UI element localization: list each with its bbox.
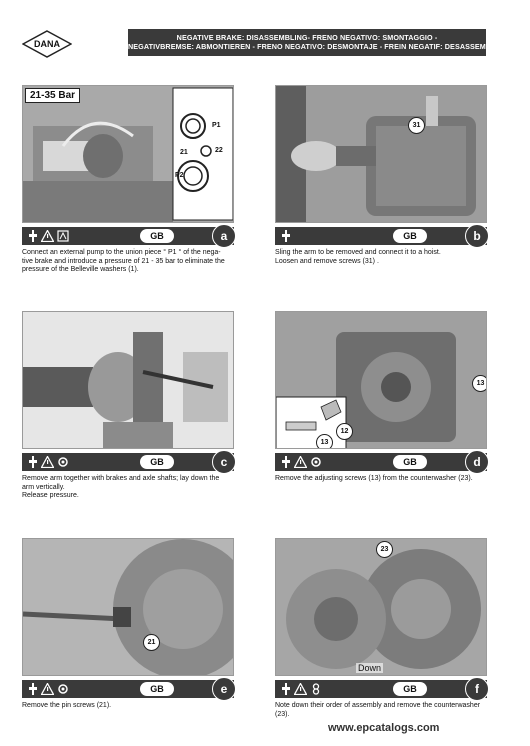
- wrench-icon: [26, 229, 39, 243]
- callout-31: 31: [408, 117, 425, 134]
- inset-label-21: 21: [180, 149, 188, 156]
- caption-f-line: (23).: [275, 710, 290, 718]
- warning-icon: [41, 229, 54, 243]
- icon-bar-a: [22, 227, 234, 245]
- caption-c-line: Release pressure.: [22, 492, 79, 500]
- pressure-label: 21-35 Bar: [25, 88, 80, 103]
- callout-13-inset: 13: [316, 434, 333, 449]
- language-badge-gb: GB: [140, 455, 174, 469]
- step-letter-f: f: [465, 677, 489, 701]
- gear-icon: [56, 682, 69, 696]
- callout-13: 13: [472, 375, 487, 392]
- caption-c-line: Remove arm together with brakes and axle shafts; lay down the: [22, 475, 220, 482]
- callout-12: 12: [336, 423, 353, 440]
- warning-icon: [41, 682, 54, 696]
- photo-c: [22, 311, 234, 449]
- pressure-icon: [56, 229, 69, 243]
- caption-f-line: Note down their order of assembly and remove the counterwasher: [275, 702, 481, 709]
- warning-icon: [294, 682, 307, 696]
- language-badge-gb: GB: [393, 455, 427, 469]
- wrench-icon: [26, 455, 39, 469]
- logo-text: DANA: [34, 39, 60, 49]
- icon-bar-e: [22, 680, 234, 698]
- wrench-icon: [279, 229, 292, 243]
- wrench-icon: [279, 682, 292, 696]
- caption-f: [275, 702, 497, 719]
- icon-bar-d: [275, 453, 487, 471]
- caption-b: [275, 249, 497, 266]
- warning-icon: [294, 455, 307, 469]
- gear-icon: [309, 455, 322, 469]
- caption-a-line: Connect an external pump to the union piece ° P1 ° of the nega-: [22, 249, 221, 256]
- watermark: www.epcatalogs.com: [328, 722, 440, 734]
- caption-e-line: Remove the pin screws (21).: [22, 702, 112, 709]
- caption-a: [22, 249, 244, 275]
- language-badge-gb: GB: [393, 229, 427, 243]
- icon-bar-b: [275, 227, 487, 245]
- caption-d-line: Remove the adjusting screws (13) from the counterwasher (23).: [275, 475, 473, 482]
- step-letter-a: a: [212, 224, 236, 248]
- photo-f: [275, 538, 487, 676]
- photo-d: [275, 311, 487, 449]
- caption-b-line: Loosen and remove screws (31) .: [275, 257, 379, 265]
- wrench-icon: [279, 455, 292, 469]
- down-label: Down: [358, 663, 382, 673]
- caption-e: [22, 702, 244, 711]
- header-line-1: NEGATIVE BRAKE: DISASSEMBLING- FRENO NEGATIVO: SMONTAGGIO -: [176, 33, 438, 42]
- step-letter-d: d: [465, 450, 489, 474]
- warning-icon: [41, 455, 54, 469]
- header-line-2: NEGATIVBREMSE: ABMONTIEREN - FRENO NEGATIVO: DESMONTAJE - FREIN NEGATIF: DESASSEMBLAGE: [128, 42, 512, 51]
- icon-bar-c: [22, 453, 234, 471]
- page-header: [128, 29, 512, 56]
- step-letter-b: b: [465, 224, 489, 248]
- inset-label-22: 22: [215, 147, 223, 154]
- callout-23: 23: [376, 541, 393, 558]
- link-icon: [309, 682, 322, 696]
- photo-b: [275, 85, 487, 223]
- inset-label-p2: P2: [175, 172, 184, 179]
- caption-c-line: arm vertically.: [22, 483, 65, 491]
- gear-icon: [56, 455, 69, 469]
- caption-a-line: tive brake and introduce a pressure of 21 - 35 bar to eliminate the: [22, 257, 225, 265]
- caption-c: [22, 475, 244, 501]
- caption-b-line: Sling the arm to be removed and connect it to a hoist.: [275, 249, 441, 256]
- caption-a-line: pressure of the Belleville washers (1).: [22, 266, 139, 274]
- wrench-icon: [26, 682, 39, 696]
- inset-label-p1: P1: [212, 122, 221, 129]
- step-letter-c: c: [212, 450, 236, 474]
- photo-a: [22, 85, 234, 223]
- caption-d: [275, 475, 497, 484]
- icon-bar-f: [275, 680, 487, 698]
- dana-logo: [22, 30, 72, 58]
- language-badge-gb: GB: [393, 682, 427, 696]
- step-letter-e: e: [212, 677, 236, 701]
- language-badge-gb: GB: [140, 229, 174, 243]
- callout-21: 21: [143, 634, 160, 651]
- language-badge-gb: GB: [140, 682, 174, 696]
- photo-e: [22, 538, 234, 676]
